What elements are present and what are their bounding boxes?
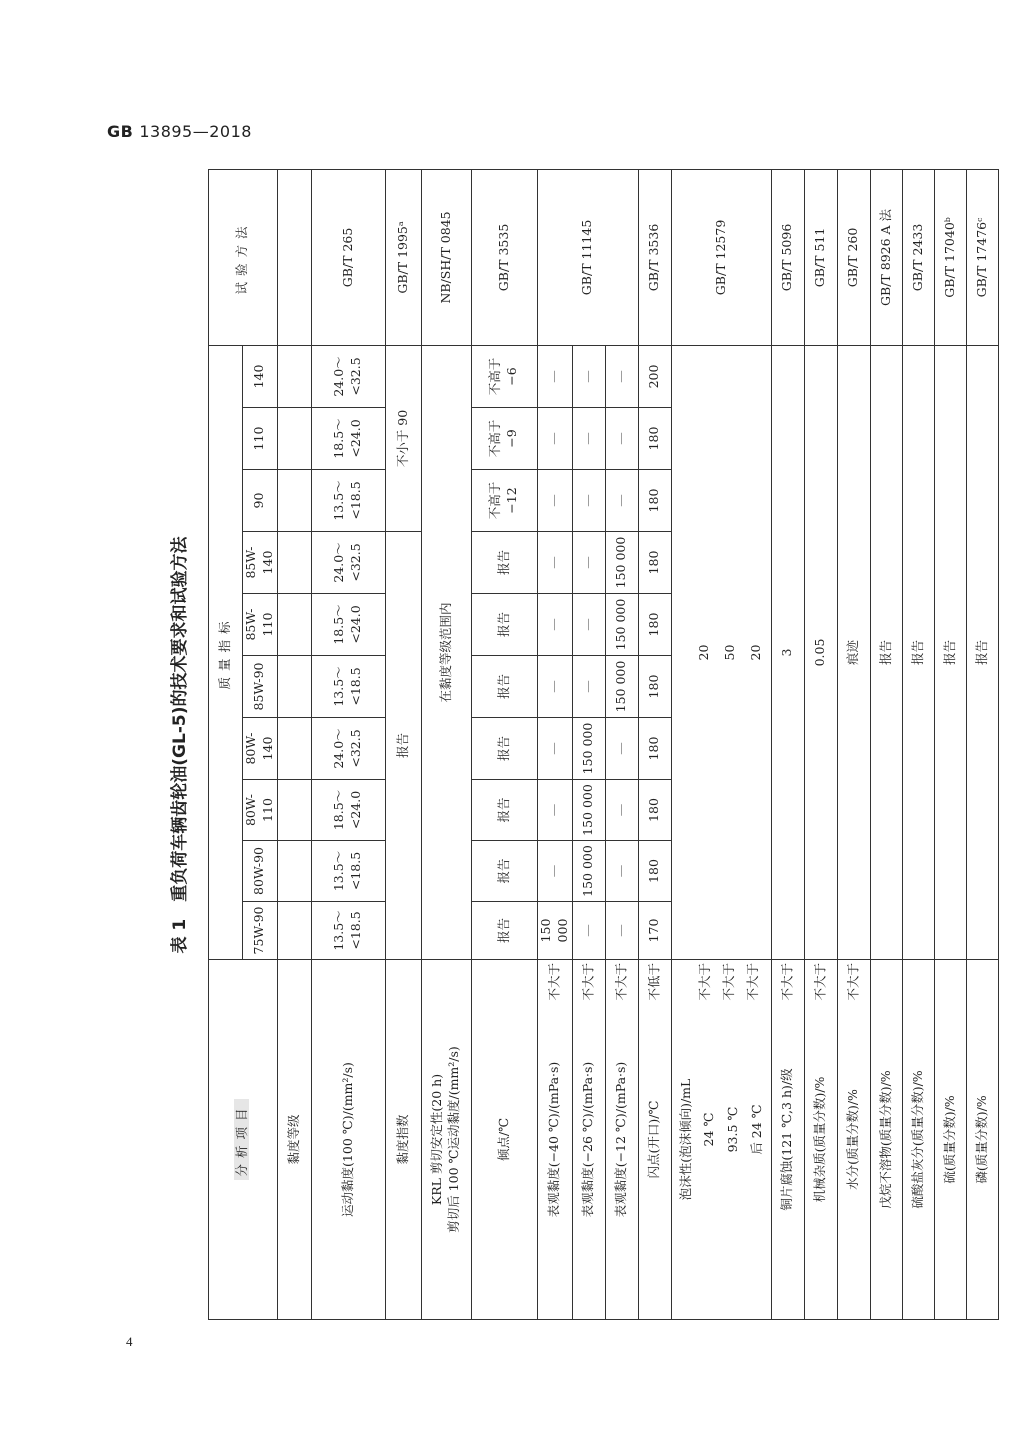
row-phosphorus (966, 169, 998, 1319)
method-cell: GB/T 1995ᵃ (385, 169, 421, 345)
value-cell: 痕迹 (837, 345, 870, 959)
row-copper-corrosion (771, 169, 804, 1319)
method-cell: GB/T 8926 A 法 (870, 169, 902, 345)
value-cell: 150 000 (537, 902, 572, 960)
row-label: 硫酸盐灰分(质量分数)/% (902, 960, 934, 1320)
value-cell: 24.0～<32.5 (311, 345, 385, 407)
method-cell: GB/T 12579 (671, 169, 771, 345)
grade-cell: 110 (243, 408, 278, 470)
table-caption: 表 1 重负荷车辆齿轮油(GL-5)的技术要求和试验方法 (170, 536, 190, 954)
value-cell: 报告 (902, 345, 934, 959)
row-pentane-insolubles (870, 169, 902, 1319)
value-cell: 3 (771, 345, 804, 959)
row-label: 戊烷不溶物(质量分数)/% (870, 960, 902, 1320)
value-cell: 不小于 90 (385, 345, 421, 531)
value-cell: 150 000 (605, 656, 638, 718)
method-cell: GB/T 17040ᵇ (934, 169, 966, 345)
value-cell: 150 000 (572, 718, 605, 780)
row-sulfur (934, 169, 966, 1319)
grade-cell: 85W-110 (243, 594, 278, 656)
header-item: 分析项目 (209, 960, 278, 1320)
grade-cell: 140 (243, 345, 278, 407)
value-cell: 200 (638, 345, 671, 407)
standard-number: 13895—2018 (139, 122, 252, 141)
rotated-table-area (160, 170, 989, 1320)
grade-cell: 85W-140 (243, 532, 278, 594)
standard-code: GB (107, 122, 134, 141)
row-label: 泡沫性(泡沫倾向)/mL 24 ℃ 93.5 ℃ 后 24 ℃ 不大于 不大于 不大于 (671, 960, 771, 1320)
value-cell: 170 (638, 902, 671, 960)
grade-cell: 80W-110 (243, 780, 278, 841)
value-cell: 报告 (471, 594, 537, 656)
value-cell: 180 (638, 594, 671, 656)
grade-cell: 80W-140 (243, 718, 278, 780)
header-method: 试验方法 (209, 169, 278, 345)
row-viscosity-index (385, 169, 421, 1319)
method-cell: GB/T 11145 (537, 169, 638, 345)
row-pour-point (471, 169, 537, 1319)
header-row (209, 169, 243, 1319)
row-label: 表观黏度(−12 ℃)/(mPa·s) 不大于 (605, 960, 638, 1320)
row-mechanical-impurities (804, 169, 837, 1319)
value-cell: 24.0～<32.5 (311, 718, 385, 780)
row-viscosity-grade (277, 169, 311, 1319)
row-flash-point (638, 169, 671, 1319)
method-cell: GB/T 265 (311, 169, 385, 345)
method-cell: GB/T 17476ᶜ (966, 169, 998, 345)
value-cell: 不高于 −12 (471, 470, 537, 532)
grade-cell: 80W-90 (243, 841, 278, 902)
value-cell: 13.5～<18.5 (311, 470, 385, 532)
row-label: 水分(质量分数)/% 不大于 (837, 960, 870, 1320)
row-label: KRL 剪切安定性(20 h) 剪切后 100 ℃运动黏度/(mm²/s) (421, 960, 471, 1320)
method-cell: GB/T 3536 (638, 169, 671, 345)
value-cell: 18.5～<24.0 (311, 408, 385, 470)
value-cell: 报告 (966, 345, 998, 959)
row-kinematic-viscosity (311, 169, 385, 1319)
value-cell: 20 50 20 (671, 345, 771, 959)
value-cell: 报告 (385, 532, 421, 960)
method-cell: NB/SH/T 0845 (421, 169, 471, 345)
grade-cell: 75W-90 (243, 902, 278, 960)
value-cell: 在黏度等级范围内 (421, 345, 471, 959)
value-cell: 报告 (471, 841, 537, 902)
row-label: 黏度等级 (277, 960, 311, 1320)
row-label: 倾点/℃ (471, 960, 537, 1320)
value-cell: 24.0～<32.5 (311, 532, 385, 594)
row-label: 磷(质量分数)/% (966, 960, 998, 1320)
value-cell: 0.05 (804, 345, 837, 959)
value-cell: 150 000 (605, 594, 638, 656)
value-cell: 13.5～<18.5 (311, 656, 385, 718)
row-krl-shear (421, 169, 471, 1319)
row-label: 表观黏度(−26 ℃)/(mPa·s) 不大于 (572, 960, 605, 1320)
value-cell: 180 (638, 656, 671, 718)
row-label: 机械杂质(质量分数)/% 不大于 (804, 960, 837, 1320)
row-foaming (671, 169, 771, 1319)
row-label: 黏度指数 (385, 960, 421, 1320)
page-number: 4 (126, 1334, 133, 1349)
value-cell: 18.5～<24.0 (311, 594, 385, 656)
page-header (107, 122, 252, 141)
value-cell: 18.5～<24.0 (311, 780, 385, 841)
value-cell: 报告 (471, 902, 537, 960)
row-label: 运动黏度(100 ℃)/(mm²/s) (311, 960, 385, 1320)
value-cell: 180 (638, 780, 671, 841)
grade-cell: 85W-90 (243, 656, 278, 718)
row-apparent-viscosity-12: 表观黏度(−12 ℃)/(mPa·s) 不大于 — — — — 150 000 150 000 150 000 — — — (605, 169, 638, 1319)
row-water (837, 169, 870, 1319)
header-quality: 质量指标 (209, 345, 243, 959)
value-cell: 180 (638, 408, 671, 470)
value-cell: 180 (638, 841, 671, 902)
value-cell: 报告 (471, 532, 537, 594)
value-cell: 13.5～<18.5 (311, 841, 385, 902)
grade-cell: 90 (243, 470, 278, 532)
value-cell: 报告 (471, 718, 537, 780)
row-sulfated-ash (902, 169, 934, 1319)
table-landscape-frame (160, 170, 989, 1320)
row-label: 闪点(开口)/℃ 不低于 (638, 960, 671, 1320)
spec-table (208, 169, 999, 1320)
row-label: 硫(质量分数)/% (934, 960, 966, 1320)
row-label: 表观黏度(−40 ℃)/(mPa·s) 不大于 (537, 960, 572, 1320)
row-apparent-viscosity-40: 表观黏度(−40 ℃)/(mPa·s) 不大于 150 000 — — — — — — — — — GB/T 11145 (537, 169, 572, 1319)
method-cell: GB/T 3535 (471, 169, 537, 345)
value-cell: 报告 (934, 345, 966, 959)
value-cell: 180 (638, 532, 671, 594)
value-cell: 报告 (870, 345, 902, 959)
value-cell: 报告 (471, 780, 537, 841)
row-label: 铜片腐蚀(121 ℃,3 h)/级 不大于 (771, 960, 804, 1320)
value-cell: 150 000 (572, 780, 605, 841)
method-cell: GB/T 2433 (902, 169, 934, 345)
value-cell: 不高于 −6 (471, 345, 537, 407)
value-cell: 150 000 (605, 532, 638, 594)
value-cell: 报告 (471, 656, 537, 718)
value-cell: 180 (638, 718, 671, 780)
method-cell: GB/T 260 (837, 169, 870, 345)
value-cell: 150 000 (572, 841, 605, 902)
value-cell: 不高于 −9 (471, 408, 537, 470)
value-cell: 180 (638, 470, 671, 532)
row-apparent-viscosity-26: 表观黏度(−26 ℃)/(mPa·s) 不大于 — 150 000 150 000 150 000 — — — — — — (572, 169, 605, 1319)
method-cell: GB/T 511 (804, 169, 837, 345)
method-cell: GB/T 5096 (771, 169, 804, 345)
value-cell: 13.5～<18.5 (311, 902, 385, 960)
